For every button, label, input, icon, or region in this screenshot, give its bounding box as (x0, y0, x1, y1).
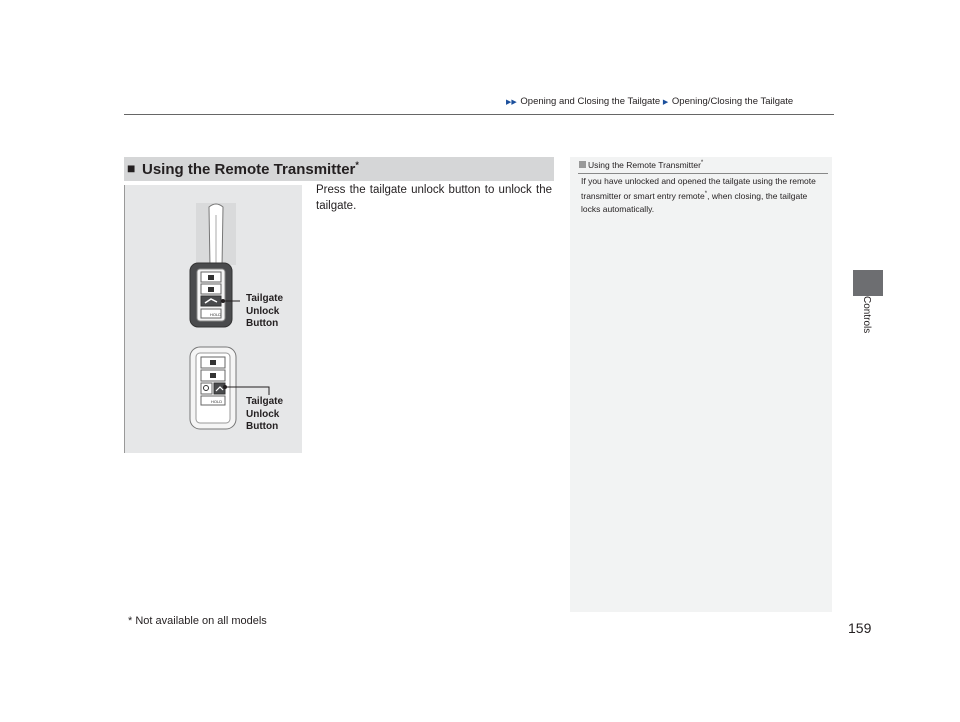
section-title: Using the Remote Transmitter* (142, 160, 359, 178)
tailgate-unlock-callout-2: Tailgate Unlock Button (246, 396, 284, 432)
tailgate-button-icon (214, 383, 225, 394)
note-heading: Using the Remote Transmitter* (579, 160, 703, 170)
page-number: 159 (848, 620, 872, 636)
body-paragraph: Press the tailgate unlock button to unlock the tailgate. (316, 184, 552, 212)
section-heading (124, 157, 554, 181)
svg-text:HOLD: HOLD (211, 399, 223, 404)
side-tab-label: Controls (861, 296, 872, 334)
svg-text:HOLD: HOLD (210, 312, 222, 317)
unlock-button-icon (201, 284, 221, 294)
header-rule (124, 114, 834, 115)
triangle-icon: ▶▶ (506, 99, 517, 106)
tailgate-unlock-callout-1: Tailgate Unlock Button (246, 293, 284, 329)
square-bullet-icon: ■ (127, 160, 136, 176)
breadcrumb-item[interactable]: Opening and Closing the Tailgate (520, 96, 661, 107)
lock-button-icon (201, 357, 225, 368)
tailgate-button-icon (201, 296, 221, 306)
panic-button-icon (201, 396, 225, 405)
footnote: * Not available on all models (128, 615, 267, 627)
lock-button-icon (201, 272, 221, 282)
triangle-icon: ▶ (662, 99, 669, 106)
unlock-button-icon (201, 370, 225, 381)
note-text: If you have unlocked and opened the tailgate using the remote transmitter or smart entry remote*, when closing, the tailgate locks automatically. (581, 176, 816, 214)
side-note-panel (570, 157, 832, 612)
illustration-panel (124, 185, 302, 453)
remote-start-button-icon (201, 383, 212, 394)
note-rule (578, 173, 828, 174)
breadcrumb (506, 96, 793, 107)
side-tab-marker (853, 270, 883, 296)
reference-icon (579, 161, 586, 168)
panic-button-icon (201, 309, 221, 318)
breadcrumb-item[interactable]: Opening/Closing the Tailgate (671, 96, 794, 107)
